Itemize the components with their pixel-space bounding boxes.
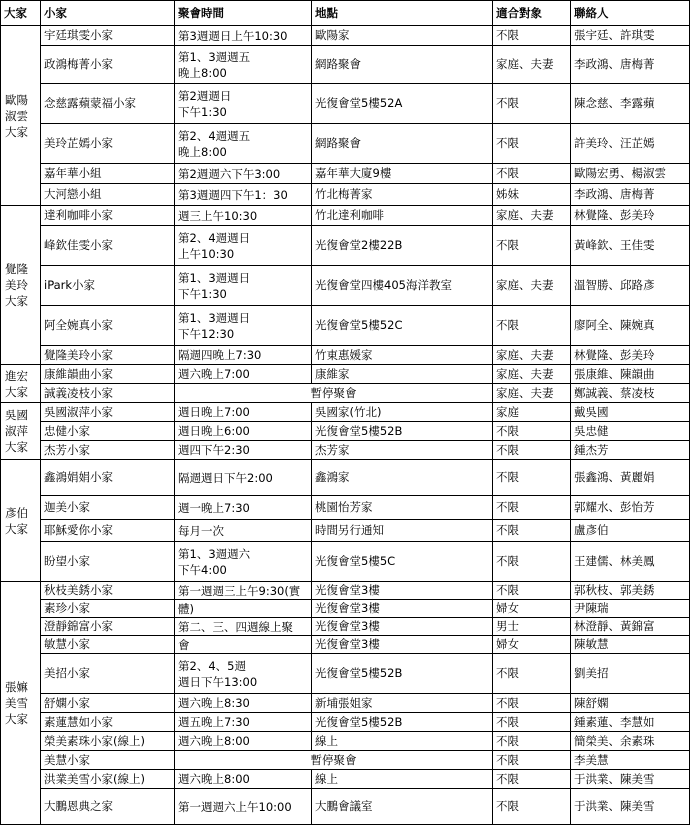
meeting-time-cell: 週六晚上8:30 (175, 694, 312, 713)
location-cell: 光復會堂5樓52C (312, 306, 493, 346)
small-family-cell: 素蓮慧如小家 (41, 713, 175, 732)
audience-cell: 不限 (493, 84, 571, 124)
contact-cell: 李政鴻、唐梅菁 (571, 46, 690, 84)
contact-cell: 鍾杰芳 (571, 441, 690, 460)
location-cell: 竹北達利咖啡 (312, 206, 493, 226)
table-row (1, 636, 690, 654)
audience-cell: 家庭、夫妻 (493, 384, 571, 403)
table-row (1, 496, 690, 520)
big-family-cell: 彥伯 大家 (1, 460, 41, 582)
audience-cell: 不限 (493, 542, 571, 582)
audience-cell: 不限 (493, 496, 571, 520)
header-small-family: 小家 (41, 1, 175, 26)
big-family-cell: 覺隆 美玲 大家 (1, 206, 41, 365)
audience-cell: 不限 (493, 422, 571, 441)
location-cell: 時間另行通知 (312, 520, 493, 542)
audience-cell: 男士 (493, 618, 571, 636)
table-row (1, 226, 690, 266)
small-family-cell: 念慈露蘋蒙福小家 (41, 84, 175, 124)
small-family-cell: iPark小家 (41, 266, 175, 306)
header-big-family: 大家 (1, 1, 41, 26)
contact-cell: 許美玲、汪芷嫣 (571, 124, 690, 164)
small-family-cell: 美招小家 (41, 654, 175, 694)
table-row (1, 384, 690, 403)
contact-cell: 鄭誠義、蔡凌枝 (571, 384, 690, 403)
merged-status-cell: 暫停聚會 (175, 751, 493, 770)
audience-cell: 不限 (493, 226, 571, 266)
meeting-time-cell: 第3週週日上午10:30 (175, 26, 312, 46)
small-family-cell: 峰欽佳雯小家 (41, 226, 175, 266)
audience-cell: 婦女 (493, 636, 571, 654)
table-row (1, 542, 690, 582)
header-contact: 聯絡人 (571, 1, 690, 26)
table-row (1, 124, 690, 164)
small-family-cell: 敏慧小家 (41, 636, 175, 654)
audience-cell: 不限 (493, 789, 571, 825)
audience-cell: 家庭 (493, 403, 571, 422)
small-family-cell: 秋枝美銹小家 (41, 582, 175, 600)
contact-cell: 李美慧 (571, 751, 690, 770)
location-cell: 光復會堂5樓52B (312, 422, 493, 441)
location-cell: 大鵬會議室 (312, 789, 493, 825)
small-family-cell: 洪業美雪小家(線上) (41, 770, 175, 789)
contact-cell: 于洪業、陳美雪 (571, 789, 690, 825)
small-family-cell: 大鵬恩典之家 (41, 789, 175, 825)
small-family-cell: 政鴻梅菁小家 (41, 46, 175, 84)
table-row (1, 84, 690, 124)
table-header (1, 1, 690, 26)
meeting-time-cell: 隔週週日下午2:00 (175, 460, 312, 496)
meeting-time-cell: 第1、3週週日 下午1:30 (175, 266, 312, 306)
audience-cell: 姊妹 (493, 184, 571, 206)
small-family-cell: 覺隆美玲小家 (41, 346, 175, 365)
location-cell: 康維家 (312, 365, 493, 384)
audience-cell: 不限 (493, 124, 571, 164)
meeting-time-cell: 第2、4週週五 晚上8:00 (175, 124, 312, 164)
contact-cell: 黃峰欽、王佳雯 (571, 226, 690, 266)
location-cell: 桃園怡芳家 (312, 496, 493, 520)
meeting-time-cell: 第一週週六上午10:00 (175, 789, 312, 825)
small-family-cell: 鑫鴻娟娟小家 (41, 460, 175, 496)
audience-cell: 不限 (493, 654, 571, 694)
contact-cell: 張宇廷、許琪雯 (571, 26, 690, 46)
audience-cell: 不限 (493, 751, 571, 770)
meeting-time-cell: 第1、3週週日 下午12:30 (175, 306, 312, 346)
small-family-cell: 盼望小家 (41, 542, 175, 582)
location-cell: 光復會堂3樓 (312, 636, 493, 654)
contact-cell: 林覺隆、彭美玲 (571, 346, 690, 365)
location-cell: 光復會堂四樓405海洋教室 (312, 266, 493, 306)
location-cell: 光復會堂2樓22B (312, 226, 493, 266)
table-row (1, 600, 690, 618)
small-family-cell: 康維韻曲小家 (41, 365, 175, 384)
meeting-time-cell: 第二、三、四週線上聚 (175, 618, 312, 636)
small-family-cell: 大河戀小組 (41, 184, 175, 206)
table-row (1, 346, 690, 365)
table-row (1, 618, 690, 636)
contact-cell: 溫智勝、邱路彥 (571, 266, 690, 306)
meeting-time-cell: 會 (175, 636, 312, 654)
location-cell: 網路聚會 (312, 124, 493, 164)
small-family-cell: 杰芳小家 (41, 441, 175, 460)
meeting-time-cell: 第3週週四下午1：30 (175, 184, 312, 206)
contact-cell: 廖阿全、陳婉真 (571, 306, 690, 346)
audience-cell: 不限 (493, 164, 571, 184)
table-row (1, 520, 690, 542)
small-family-cell: 素珍小家 (41, 600, 175, 618)
audience-cell: 家庭、夫妻 (493, 266, 571, 306)
table-row (1, 26, 690, 46)
audience-cell: 不限 (493, 732, 571, 751)
merged-status-cell: 暫停聚會 (175, 384, 493, 403)
meeting-time-cell: 每月一次 (175, 520, 312, 542)
header-audience: 適合對象 (493, 1, 571, 26)
small-family-cell: 達利咖啡小家 (41, 206, 175, 226)
contact-cell: 王建儒、林美鳳 (571, 542, 690, 582)
table-row (1, 306, 690, 346)
meeting-time-cell: 週六晚上8:00 (175, 770, 312, 789)
table-row (1, 770, 690, 789)
location-cell: 竹東惠媛家 (312, 346, 493, 365)
meeting-time-cell: 體) (175, 600, 312, 618)
table-row (1, 789, 690, 825)
location-cell: 網路聚會 (312, 46, 493, 84)
small-family-cell: 美玲芷嫣小家 (41, 124, 175, 164)
audience-cell: 不限 (493, 770, 571, 789)
audience-cell: 不限 (493, 26, 571, 46)
contact-cell: 郭秋枝、郭美銹 (571, 582, 690, 600)
table-body (1, 26, 690, 825)
location-cell: 光復會堂3樓 (312, 582, 493, 600)
table-row (1, 460, 690, 496)
table-row (1, 732, 690, 751)
meeting-time-cell: 週日晚上7:00 (175, 403, 312, 422)
small-family-cell: 澄靜錦富小家 (41, 618, 175, 636)
table-row (1, 46, 690, 84)
contact-cell: 張康維、陳韻曲 (571, 365, 690, 384)
location-cell: 光復會堂3樓 (312, 600, 493, 618)
header-location: 地點 (312, 1, 493, 26)
table-row (1, 266, 690, 306)
meeting-time-cell: 週六晚上7:00 (175, 365, 312, 384)
contact-cell: 盧彥伯 (571, 520, 690, 542)
small-family-cell: 舒嫻小家 (41, 694, 175, 713)
location-cell: 光復會堂5樓5C (312, 542, 493, 582)
location-cell: 光復會堂5樓52B (312, 654, 493, 694)
contact-cell: 陳舒嫻 (571, 694, 690, 713)
table-row (1, 441, 690, 460)
small-family-cell: 阿全婉真小家 (41, 306, 175, 346)
small-family-cell: 誠義凌枝小家 (41, 384, 175, 403)
contact-cell: 于洪業、陳美雪 (571, 770, 690, 789)
meeting-time-cell: 第2、4、5週 週日下午13:00 (175, 654, 312, 694)
contact-cell: 李政鴻、唐梅菁 (571, 184, 690, 206)
location-cell: 嘉年華大廈9樓 (312, 164, 493, 184)
contact-cell: 歐陽宏勇、楊淑雲 (571, 164, 690, 184)
small-family-cell: 榮美素珠小家(線上) (41, 732, 175, 751)
contact-cell: 簡榮美、余素珠 (571, 732, 690, 751)
location-cell: 歐陽家 (312, 26, 493, 46)
meeting-time-cell: 第一週週三上午9:30(實 (175, 582, 312, 600)
location-cell: 線上 (312, 770, 493, 789)
table-row (1, 184, 690, 206)
audience-cell: 不限 (493, 520, 571, 542)
table-row (1, 582, 690, 600)
contact-cell: 林覺隆、彭美玲 (571, 206, 690, 226)
contact-cell: 鍾素蓮、李慧如 (571, 713, 690, 732)
table-row (1, 713, 690, 732)
audience-cell: 不限 (493, 441, 571, 460)
audience-cell: 家庭、夫妻 (493, 206, 571, 226)
audience-cell: 不限 (493, 582, 571, 600)
meeting-time-cell: 週日晚上6:00 (175, 422, 312, 441)
meeting-time-cell: 第1、3週週五 晚上8:00 (175, 46, 312, 84)
audience-cell: 家庭、夫妻 (493, 46, 571, 84)
header-meeting-time: 聚會時間 (175, 1, 312, 26)
table-row (1, 365, 690, 384)
contact-cell: 吳忠健 (571, 422, 690, 441)
contact-cell: 張鑫鴻、黃麗娟 (571, 460, 690, 496)
table-row (1, 694, 690, 713)
small-family-cell: 美慧小家 (41, 751, 175, 770)
location-cell: 竹北梅菁家 (312, 184, 493, 206)
meeting-time-cell: 第2、4週週日 上午10:30 (175, 226, 312, 266)
audience-cell: 家庭、夫妻 (493, 346, 571, 365)
meeting-time-cell: 第2週週六下午3:00 (175, 164, 312, 184)
table-row (1, 164, 690, 184)
big-family-cell: 吳國 淑萍 大家 (1, 403, 41, 460)
small-family-cell: 吳國淑萍小家 (41, 403, 175, 422)
location-cell: 鑫鴻家 (312, 460, 493, 496)
contact-cell: 劉美招 (571, 654, 690, 694)
small-family-cell: 耶穌愛你小家 (41, 520, 175, 542)
contact-cell: 林澄靜、黃錦富 (571, 618, 690, 636)
audience-cell: 不限 (493, 713, 571, 732)
small-family-cell: 嘉年華小組 (41, 164, 175, 184)
big-family-cell: 張嫲 美雪 大家 (1, 582, 41, 825)
table-row (1, 422, 690, 441)
small-family-cell: 宇廷琪雯小家 (41, 26, 175, 46)
meeting-time-cell: 第1、3週週六 下午4:00 (175, 542, 312, 582)
meeting-time-cell: 週三上午10:30 (175, 206, 312, 226)
big-family-cell: 進宏 大家 (1, 365, 41, 403)
audience-cell: 婦女 (493, 600, 571, 618)
small-family-cell: 迦美小家 (41, 496, 175, 520)
table-row (1, 654, 690, 694)
meeting-time-cell: 第2週週日 下午1:30 (175, 84, 312, 124)
table-row (1, 751, 690, 770)
meeting-time-cell: 週一晚上7:30 (175, 496, 312, 520)
location-cell: 光復會堂5樓52B (312, 713, 493, 732)
audience-cell: 不限 (493, 460, 571, 496)
meeting-time-cell: 週五晚上7:30 (175, 713, 312, 732)
location-cell: 線上 (312, 732, 493, 751)
meeting-time-cell: 隔週四晚上7:30 (175, 346, 312, 365)
audience-cell: 不限 (493, 306, 571, 346)
location-cell: 吳國家(竹北) (312, 403, 493, 422)
meeting-time-cell: 週六晚上8:00 (175, 732, 312, 751)
contact-cell: 尹陳瑞 (571, 600, 690, 618)
contact-cell: 陳敏慧 (571, 636, 690, 654)
location-cell: 光復會堂5樓52A (312, 84, 493, 124)
contact-cell: 戴吳國 (571, 403, 690, 422)
small-family-cell: 忠健小家 (41, 422, 175, 441)
location-cell: 新埔張姐家 (312, 694, 493, 713)
table-row (1, 403, 690, 422)
location-cell: 光復會堂3樓 (312, 618, 493, 636)
audience-cell: 不限 (493, 694, 571, 713)
audience-cell: 家庭、夫妻 (493, 365, 571, 384)
location-cell: 杰芳家 (312, 441, 493, 460)
table-row (1, 206, 690, 226)
meeting-time-cell: 週四下午2:30 (175, 441, 312, 460)
contact-cell: 陳念慈、李露蘋 (571, 84, 690, 124)
big-family-cell: 歐陽 淑雲 大家 (1, 26, 41, 206)
contact-cell: 郭耀水、彭怡芳 (571, 496, 690, 520)
